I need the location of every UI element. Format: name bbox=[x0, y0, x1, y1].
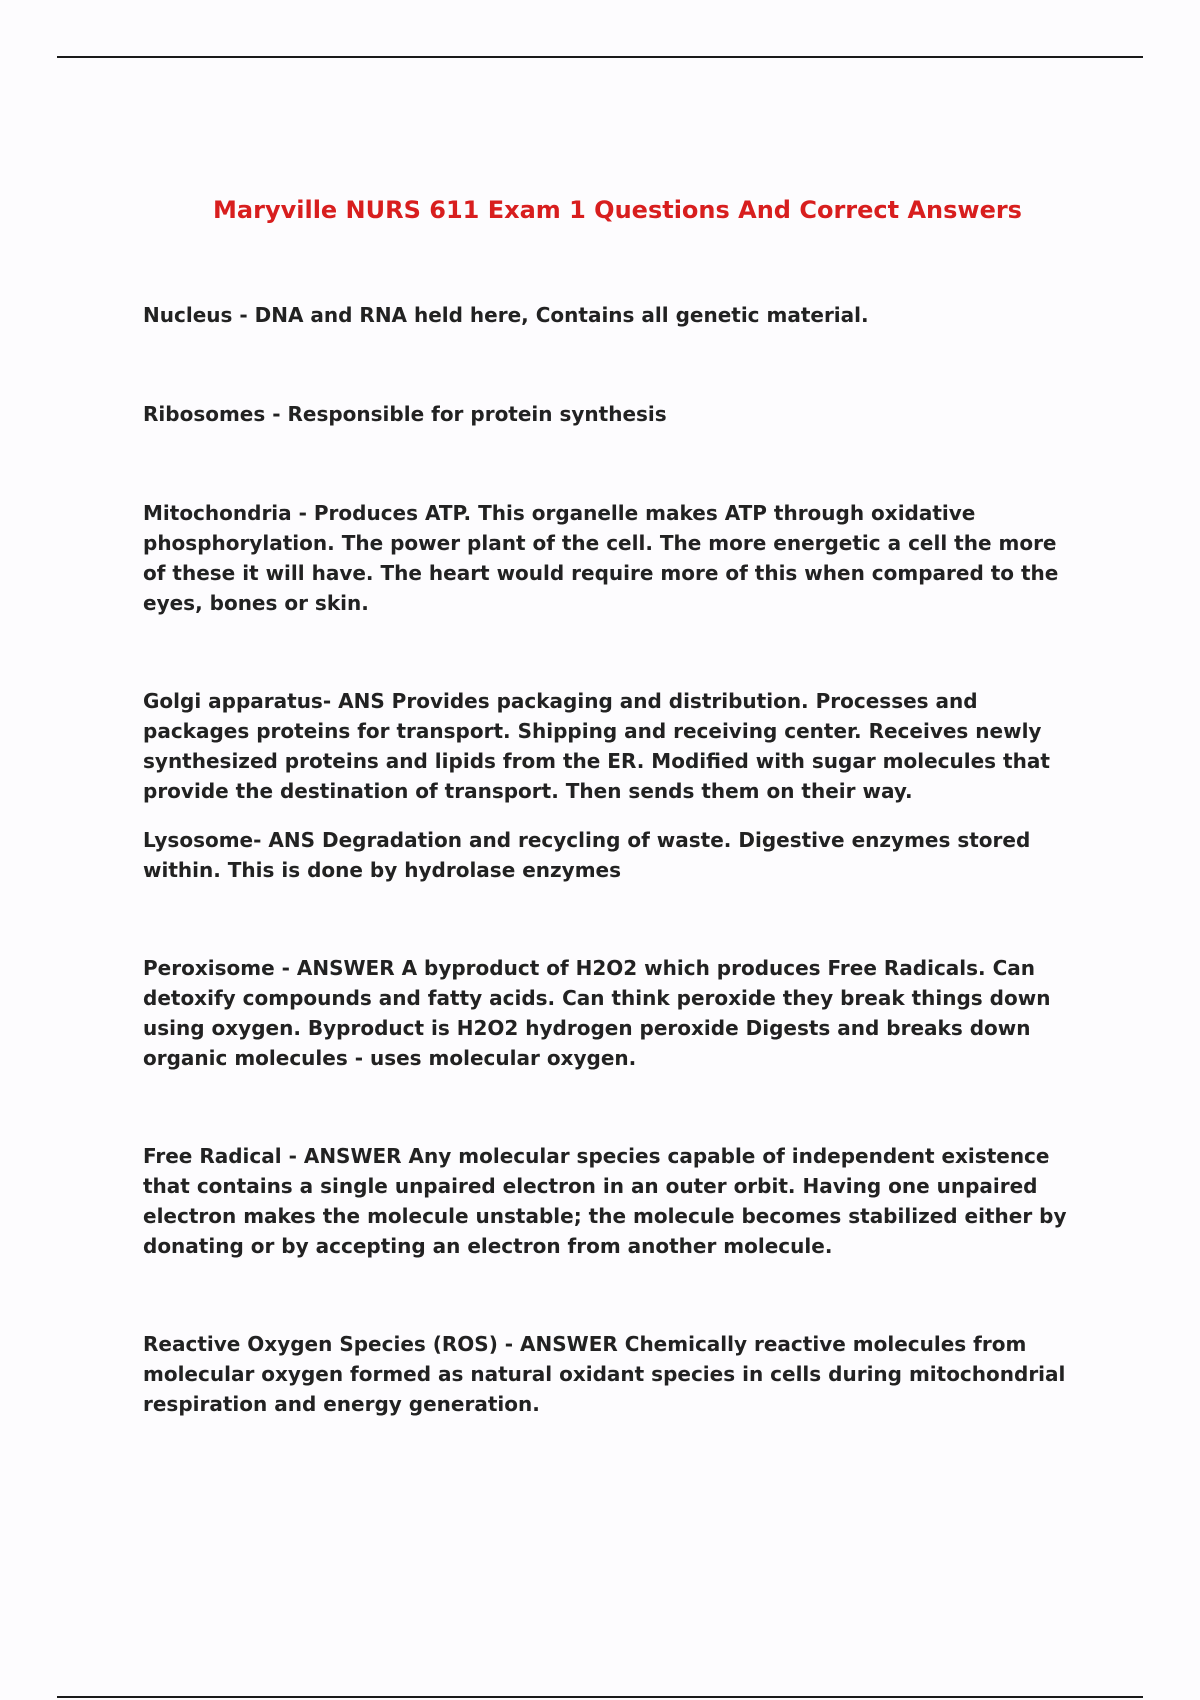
entry-peroxisome: Peroxisome - ANSWER A byproduct of H2O2 which produces Free Radicals. Can detoxify compounds and fatty acids. Can think peroxide they break things down using oxygen. Byproduct is H2O2 hydrogen peroxide Digests and breaks down organic molecules - uses molecular oxygen. bbox=[143, 956, 1051, 1070]
entry-nucleus: Nucleus - DNA and RNA held here, Contains all genetic material. bbox=[143, 303, 869, 327]
entry-ribosomes: Ribosomes - Responsible for protein synthesis bbox=[143, 402, 667, 426]
entry-mitochondria: Mitochondria - Produces ATP. This organelle makes ATP through oxidative phosphorylation. The power plant of the cell. The more energetic a cell the more of these it will have. The heart would require more of this when compared to the eyes, bones or skin. bbox=[143, 501, 1059, 615]
entry-golgi-apparatus: Golgi apparatus- ANS Provides packaging and distribution. Processes and packages proteins for transport. Shipping and receiving center. Receives newly synthesized proteins and lipids from the ER. Modified with sugar molecules that provide the destination of transport. Then sends them on their way. bbox=[143, 689, 1050, 803]
entry-free-radical: Free Radical - ANSWER Any molecular species capable of independent existence that contains a single unpaired electron in an outer orbit. Having one unpaired electron makes the molecule unstable; the molecule becomes stabilized either by donating or by accepting an electron from another molecule. bbox=[143, 1144, 1067, 1258]
entry-reactive-oxygen-species: Reactive Oxygen Species (ROS) - ANSWER Chemically reactive molecules from molecular oxygen formed as natural oxidant species in cells during mitochondrial respiration and energy generation. bbox=[143, 1332, 1066, 1416]
footer-rule bbox=[57, 1696, 1143, 1698]
header-rule bbox=[57, 56, 1143, 58]
entry-lysosome: Lysosome- ANS Degradation and recycling of waste. Digestive enzymes stored within. This is done by hydrolase enzymes bbox=[143, 828, 1031, 882]
document-title: Maryville NURS 611 Exam 1 Questions And Correct Answers bbox=[213, 196, 1022, 224]
